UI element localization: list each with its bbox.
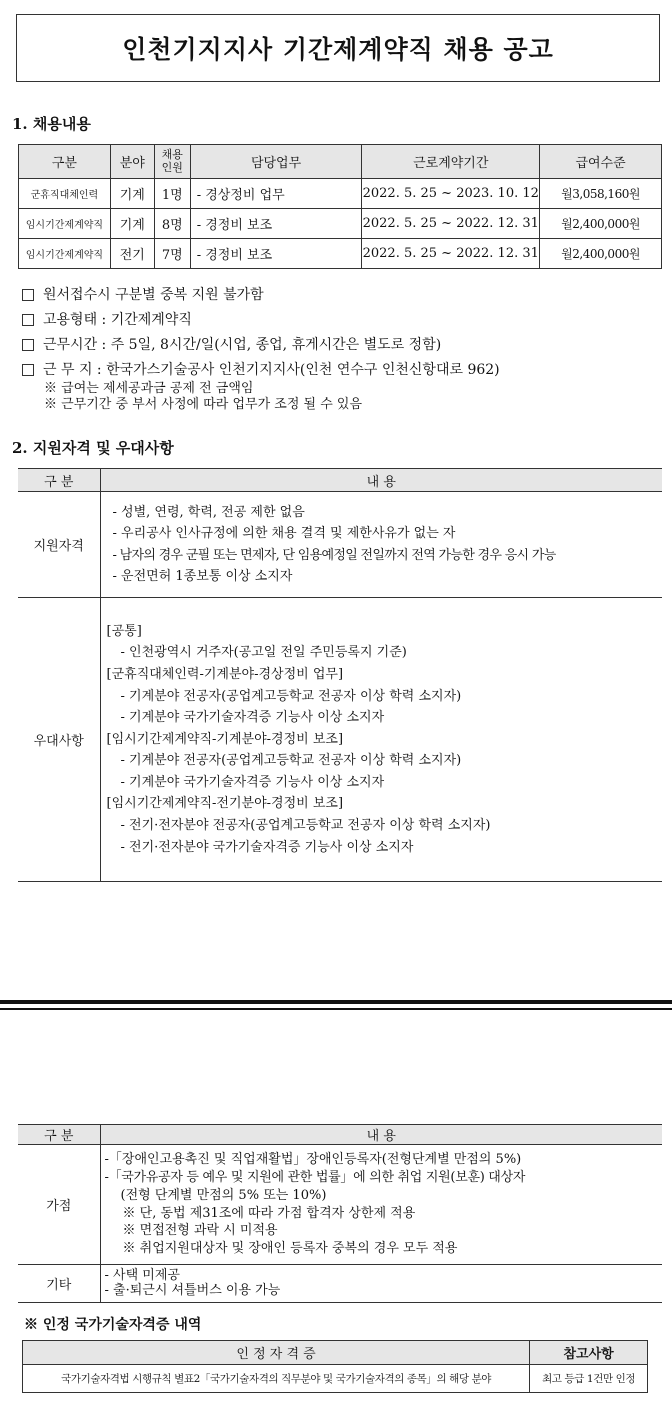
header-content: 내 용	[100, 1125, 662, 1145]
checkbox-icon	[22, 314, 34, 326]
cell-duty: - 경정비 보조	[190, 239, 362, 269]
note-text: 고용형태 : 기간제계약직	[43, 311, 192, 328]
note-text: 원서접수시 구분별 중복 지원 불가함	[43, 286, 264, 303]
qualifications-table	[18, 468, 662, 882]
preference-line: [공통]	[106, 623, 142, 639]
bonus-line: ※ 단, 동법 제31조에 따라 가점 합격자 상한제 적용	[122, 1205, 416, 1221]
qualification-content	[100, 492, 662, 598]
ref-cell: 최고 등급 1건만 인정	[530, 1365, 648, 1393]
bonus-line: -「장애인고용촉진 및 직업재활법」장애인등록자(전형단계별 만점의 5%)	[104, 1151, 522, 1167]
table-row	[19, 209, 662, 239]
subnote: ※ 근무기간 중 부서 사정에 따라 업무가 조정 될 수 있음	[44, 397, 363, 412]
table-row	[23, 1365, 648, 1393]
cell-period: 2022. 5. 25 ~ 2023. 10. 12	[362, 179, 540, 209]
checkbox-icon	[22, 364, 34, 376]
table-row	[18, 492, 662, 598]
page-title: 인천기지지사 기간제계약직 채용 공고	[122, 35, 554, 64]
header-cert: 인 정 자 격 증	[23, 1341, 530, 1365]
cell-category: 임시기간제계약직	[19, 209, 111, 239]
qualification-line: - 남자의 경우 군필 또는 면제자, 단 임용예정일 전일까지 전역 가능한 경우 응시 가능	[112, 547, 556, 563]
table-header-row	[19, 145, 662, 179]
table-row	[19, 239, 662, 269]
bonus-line: ※ 면접전형 과락 시 미적용	[122, 1223, 278, 1239]
preference-line: - 기계분야 전공자(공업계고등학교 전공자 이상 학력 소지자)	[120, 688, 462, 704]
qualification-line: - 우리공사 인사규정에 의한 채용 결격 및 제한사유가 없는 자	[112, 526, 456, 542]
table-header-row	[18, 1125, 662, 1145]
table-row	[19, 179, 662, 209]
cell-field: 전기	[110, 239, 154, 269]
bonus-content	[100, 1145, 662, 1265]
cell-duty: - 경정비 보조	[190, 209, 362, 239]
preference-line: [임시기간제계약직-전기분야-경정비 보조]	[106, 796, 344, 812]
qualification-line: - 성별, 연령, 학력, 전공 제한 없음	[112, 505, 305, 521]
cell-count: 1명	[154, 179, 190, 209]
table-row	[18, 598, 662, 882]
hiring-table	[18, 144, 662, 269]
cell-field: 기계	[110, 179, 154, 209]
subnote: ※ 급여는 제세공과금 공제 전 금액임	[44, 381, 254, 396]
cell-category: 군휴직대체인력	[19, 179, 111, 209]
preference-line: - 기계분야 국가기술자격증 기능사 이상 소지자	[120, 710, 385, 726]
note-item	[22, 357, 500, 382]
header-cell: 분야	[110, 145, 154, 179]
etc-line: - 출·퇴근시 셔틀버스 이용 가능	[104, 1282, 281, 1298]
preference-line: - 인천광역시 거주자(공고일 전일 주민등록지 기준)	[120, 645, 407, 661]
preference-line: - 기계분야 국가기술자격증 기능사 이상 소지자	[120, 774, 385, 790]
preference-line: - 기계분야 전공자(공업계고등학교 전공자 이상 학력 소지자)	[120, 753, 462, 769]
header-ref: 참고사항	[530, 1341, 648, 1365]
section2-heading: 2. 지원자격 및 우대사항	[12, 439, 174, 457]
cert-cell: 국가기술자격법 시행규칙 별표2「국가기술자격의 직무분야 및 국가기술자격의 종목」의 해당 분야	[23, 1365, 530, 1393]
preference-line: - 전기·전자분야 전공자(공업계고등학교 전공자 이상 학력 소지자)	[120, 818, 491, 834]
header-cell: 담당업무	[190, 145, 362, 179]
etc-content	[100, 1265, 662, 1303]
cell-count: 8명	[154, 209, 190, 239]
table-header-row	[18, 469, 662, 492]
cell-duty: - 경상정비 업무	[190, 179, 362, 209]
table-row	[18, 1145, 662, 1265]
table-row	[18, 1265, 662, 1303]
note-text: 근 무 지 : 한국가스기술공사 인천기지지사(인천 연수구 인천신항대로 962)	[43, 361, 500, 378]
cell-period: 2022. 5. 25 ~ 2022. 12. 31	[362, 239, 540, 269]
header-label: 구 분	[18, 469, 100, 492]
cell-field: 기계	[110, 209, 154, 239]
section1-heading: 1. 채용내용	[12, 115, 91, 133]
preference-line: [임시기간제계약직-기계분야-경정비 보조]	[106, 731, 344, 747]
page-break-rule	[0, 1008, 672, 1010]
header-cell: 급여수준	[540, 145, 662, 179]
cell-pay: 월3,058,160원	[540, 179, 662, 209]
note-item	[22, 307, 500, 332]
etc-label: 기타	[18, 1265, 100, 1303]
bonus-line: ※ 취업지원대상자 및 장애인 등록자 중복의 경우 모두 적용	[122, 1241, 458, 1257]
cell-category: 임시기간제계약직	[19, 239, 111, 269]
cell-period: 2022. 5. 25 ~ 2022. 12. 31	[362, 209, 540, 239]
header-cell: 근로계약기간	[362, 145, 540, 179]
etc-line: - 사택 미제공	[104, 1267, 180, 1283]
note-item	[22, 282, 500, 307]
cert-heading: ※ 인정 국가기술자격증 내역	[24, 1317, 202, 1333]
cell-pay: 월2,400,000원	[540, 209, 662, 239]
cert-table	[22, 1340, 648, 1393]
header-label: 구 분	[18, 1125, 100, 1145]
bonus-table	[18, 1124, 662, 1303]
header-cell: 구분	[19, 145, 111, 179]
qualification-label: 지원자격	[18, 492, 100, 598]
note-item	[22, 332, 500, 357]
page-break-rule	[0, 1000, 672, 1004]
title-box	[16, 14, 660, 82]
preference-content	[100, 598, 662, 882]
checkbox-icon	[22, 289, 34, 301]
note-text: 근무시간 : 주 5일, 8시간/일(시업, 종업, 휴게시간은 별도로 정함)	[43, 336, 442, 353]
bonus-line: -「국가유공자 등 예우 및 지원에 관한 법률」에 의한 취업 지원(보훈) 대상자	[104, 1169, 526, 1185]
bonus-line: (전형 단계별 만점의 5% 또는 10%)	[120, 1187, 327, 1203]
checkbox-icon	[22, 339, 34, 351]
qualification-line: - 운전면허 1종보통 이상 소지자	[112, 568, 293, 584]
bonus-label: 가점	[18, 1145, 100, 1265]
header-content: 내 용	[100, 469, 662, 492]
table-header-row	[23, 1341, 648, 1365]
preference-line: - 전기·전자분야 국가기술자격증 기능사 이상 소지자	[120, 839, 414, 855]
cell-pay: 월2,400,000원	[540, 239, 662, 269]
cell-count: 7명	[154, 239, 190, 269]
preference-line: [군휴직대체인력-기계분야-경상정비 업무]	[106, 666, 344, 682]
header-cell: 채용 인원	[154, 145, 190, 179]
preference-label: 우대사항	[18, 598, 100, 882]
notes-list	[22, 282, 500, 414]
